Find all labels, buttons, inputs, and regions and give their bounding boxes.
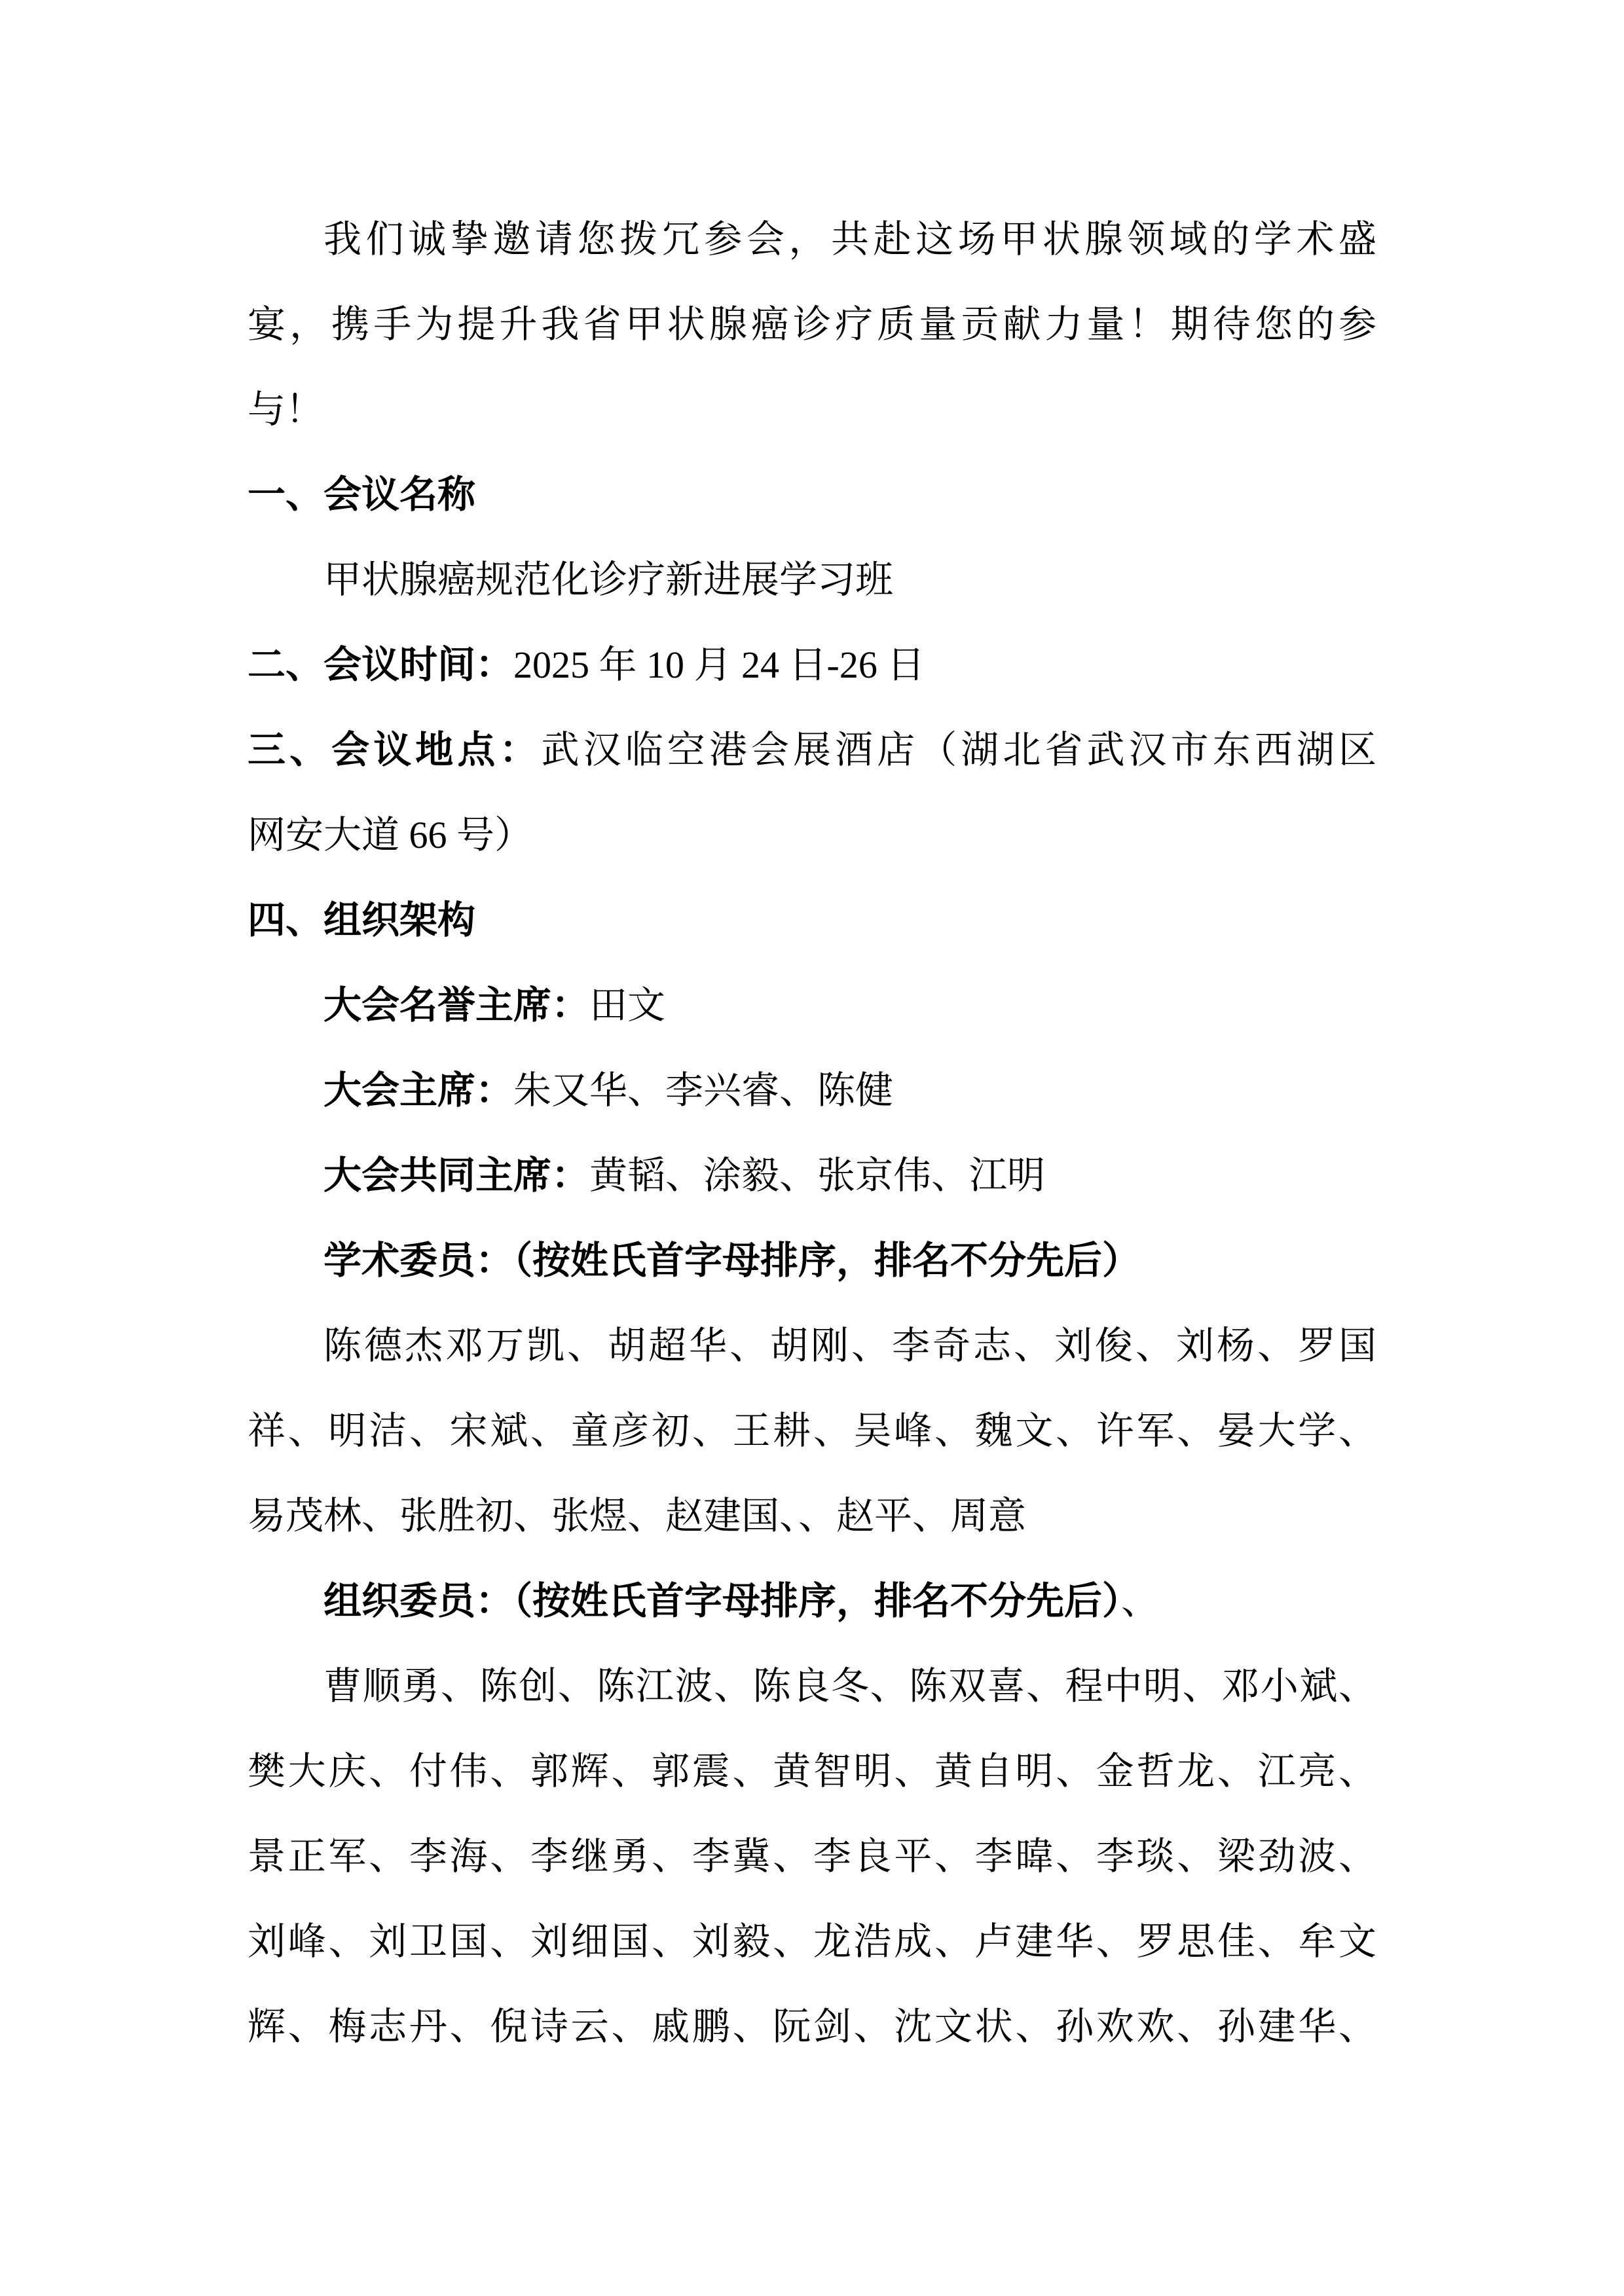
body-text: 辉、梅志丹、倪诗云、戚鹏、阮剑、沈文状、孙欢欢、孙建华、 — [248, 2005, 1376, 2048]
heading-text: 学术委员： — [323, 1239, 514, 1282]
text-line — [248, 1389, 1376, 1474]
text-line — [248, 708, 1376, 793]
body-text: 与！ — [248, 388, 324, 431]
body-text: 网安大道 66 号） — [248, 814, 533, 856]
heading-text: 大会主席： — [323, 1069, 514, 1112]
text-line — [248, 963, 1376, 1048]
body-text: 甲状腺癌规范化诊疗新进展学习班 — [323, 558, 894, 601]
text-line — [248, 1303, 1376, 1389]
text-line — [248, 1644, 1376, 1729]
body-text: 武汉临空港会展酒店（湖北省武汉市东西湖区 — [541, 729, 1376, 771]
body-text: 陈德杰邓万凯、胡超华、胡刚、李奇志、刘俊、刘杨、罗国 — [323, 1324, 1376, 1367]
heading-text: 大会共同主席： — [323, 1154, 590, 1197]
body-text: 朱又华、李兴睿、陈健 — [513, 1069, 894, 1112]
text-line — [248, 878, 1376, 963]
body-text: 景正军、李海、李继勇、李冀、李良平、李暐、李琰、梁劲波、 — [248, 1835, 1376, 1878]
body-text: 樊大庆、付伟、郭辉、郭震、黄智明、黄自明、金哲龙、江亮、 — [248, 1750, 1376, 1793]
text-line — [248, 1559, 1376, 1644]
text-line — [248, 793, 1376, 878]
body-text: 宴，携手为提升我省甲状腺癌诊疗质量贡献力量！期待您的参 — [248, 303, 1376, 346]
heading-text: 二、会议时间： — [248, 644, 514, 686]
body-text: 刘峰、刘卫国、刘细国、刘毅、龙浩成、卢建华、罗思佳、牟文 — [248, 1920, 1376, 1963]
document-body — [248, 197, 1376, 2069]
text-line — [248, 452, 1376, 538]
heading-text: 组织委员：（按姓氏首字母排序，排名不分先后） — [323, 1580, 1122, 1622]
body-text: 、 — [1121, 1580, 1160, 1622]
body-text: 田文 — [589, 984, 666, 1027]
body-text: 我们诚挚邀请您拨冗参会，共赴这场甲状腺领域的学术盛 — [323, 218, 1376, 261]
heading-text: 四、组织架构 — [248, 899, 476, 941]
text-line — [248, 1474, 1376, 1559]
text-line — [248, 1048, 1376, 1133]
body-text: 2025 年 10 月 24 日-26 日 — [513, 644, 925, 686]
heading-text: 三、会议地点： — [248, 729, 542, 771]
text-line — [248, 623, 1376, 708]
text-line — [248, 1984, 1376, 2069]
heading-text: （按姓氏首字母排序，排名不分先后） — [513, 1239, 1141, 1282]
heading-text: 大会名誉主席： — [323, 984, 590, 1027]
heading-text: 一、会议名称 — [248, 473, 476, 516]
body-text: 曹顺勇、陈创、陈江波、陈良冬、陈双喜、程中明、邓小斌、 — [323, 1665, 1376, 1707]
text-line — [248, 197, 1376, 282]
text-line — [248, 367, 1376, 452]
text-line — [248, 1729, 1376, 1814]
text-line — [248, 1218, 1376, 1303]
body-text: 黄韬、涂毅、张京伟、江明 — [589, 1154, 1046, 1197]
text-line — [248, 538, 1376, 623]
text-line — [248, 1133, 1376, 1218]
body-text: 祥、明洁、宋斌、童彦初、王耕、吴峰、魏文、许军、晏大学、 — [248, 1410, 1376, 1452]
text-line — [248, 282, 1376, 367]
body-text: 易茂林、张胜初、张煜、赵建国、、赵平、周意 — [248, 1495, 1027, 1537]
text-line — [248, 1899, 1376, 1984]
text-line — [248, 1814, 1376, 1899]
